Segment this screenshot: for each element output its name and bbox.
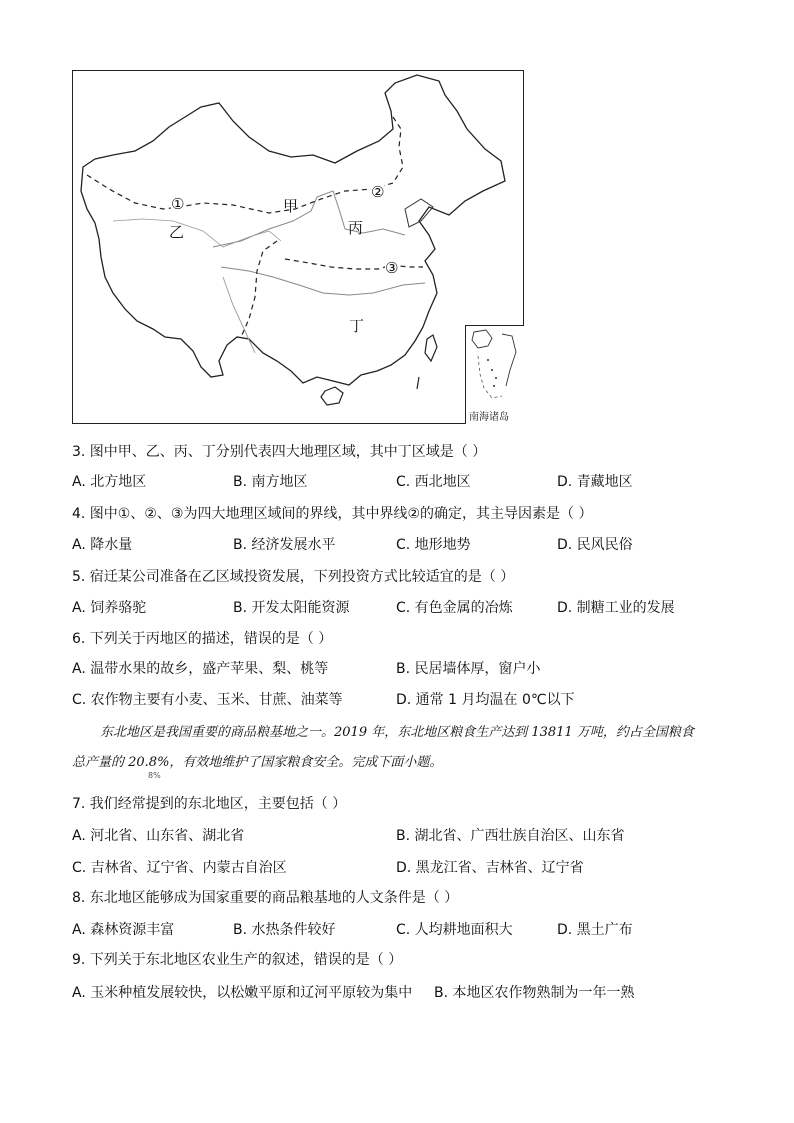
question-3-option-d[interactable]: D. 青藏地区 [557,474,633,490]
nine-dash-hint [417,377,419,389]
question-5-option-c[interactable]: C. 有色金属的冶炼 [396,600,513,616]
boundary-line-1 [87,117,403,213]
question-9-option-a[interactable]: A. 玉米种植发展较快，以松嫩平原和辽河平原较为集中 [72,985,413,1001]
question-4-option-c[interactable]: C. 地形地势 [396,537,471,553]
question-6-stem: 6. 下列关于丙地区的描述，错误的是（ ） [72,631,333,647]
question-9-option-b[interactable]: B. 本地区农作物熟制为一年一熟 [434,985,635,1001]
south-sea-inset-map [466,326,524,406]
question-8-option-b[interactable]: B. 水热条件较好 [233,922,336,938]
question-7-option-c[interactable]: C. 吉林省、辽宁省、内蒙古自治区 [72,860,287,876]
china-map-drawing [73,71,525,425]
question-4-option-b[interactable]: B. 经济发展水平 [233,537,336,553]
question-5-option-a[interactable]: A. 饲养骆驼 [72,600,147,616]
question-3-option-b[interactable]: B. 南方地区 [233,474,308,490]
question-3-option-a[interactable]: A. 北方地区 [72,474,147,490]
region-label-bing: 丙 [348,219,364,237]
south-sea-inset-label: 南海诸岛 [469,412,509,423]
question-4-stem: 4. 图中①、②、③为四大地理区域间的界线，其中界线②的确定，其主导因素是（ ） [72,506,593,522]
boundary-line-3 [285,259,423,269]
question-6-option-b[interactable]: B. 民居墙体厚，窗户小 [396,661,541,677]
question-5-option-b[interactable]: B. 开发太阳能资源 [233,600,350,616]
region-label-ding: 丁 [349,317,365,335]
question-7-stem: 7. 我们经常提到的东北地区，主要包括（ ） [72,796,347,812]
taiwan-island [425,335,437,361]
question-7-option-d[interactable]: D. 黑龙江省、吉林省、辽宁省 [396,860,584,876]
shandong-coast [405,199,433,227]
question-6-option-c[interactable]: C. 农作物主要有小麦、玉米、甘蔗、油菜等 [72,692,343,708]
south-sea-inset [465,325,524,424]
question-4-option-d[interactable]: D. 民风民俗 [557,537,633,553]
question-5-stem: 5. 宿迁某公司准备在乙区域投资发展，下列投资方式比较适宜的是（ ） [72,569,515,585]
passage-stray-mark: 8% [148,771,161,780]
question-8-stem: 8. 东北地区能够成为国家重要的商品粮基地的人文条件是（ ） [72,890,459,906]
passage-line-1: 东北地区是我国重要的商品粮基地之一。2019 年，东北地区粮食生产达到 13811 万吨，约占全国粮食 [100,725,694,740]
qingzang-boundary [113,219,281,247]
question-4-option-a[interactable]: A. 降水量 [72,537,133,553]
question-7-option-a[interactable]: A. 河北省、山东省、湖北省 [72,828,245,844]
hainan-island [321,387,343,405]
question-8-option-d[interactable]: D. 黑土广布 [557,922,633,938]
question-8-option-a[interactable]: A. 森林资源丰富 [72,922,175,938]
question-5-option-d[interactable]: D. 制糖工业的发展 [557,600,675,616]
passage-line-2: 总产量的 20.8%，有效地维护了国家粮食安全。完成下面小题。 [72,755,443,770]
boundary-line-2 [241,241,277,337]
boundary-mark-2: ② [371,183,385,201]
question-6-option-a[interactable]: A. 温带水果的故乡，盛产苹果、梨、桃等 [72,661,329,677]
question-3-stem: 3. 图中甲、乙、丙、丁分别代表四大地理区域，其中丁区域是（ ） [72,444,487,460]
question-3-option-c[interactable]: C. 西北地区 [396,474,471,490]
question-7-option-b[interactable]: B. 湖北省、广西壮族自治区、山东省 [396,828,625,844]
question-8-option-c[interactable]: C. 人均耕地面积大 [396,922,513,938]
question-9-stem: 9. 下列关于东北地区农业生产的叙述，错误的是（ ） [72,952,403,968]
boundary-mark-3: ③ [385,259,399,277]
boundary-mark-1: ① [171,195,185,213]
china-map [72,70,524,424]
region-label-yi: 乙 [169,223,185,241]
region-label-jia: 甲 [283,197,299,215]
china-outline [81,75,505,385]
question-6-option-d[interactable]: D. 通常 1 月均温在 0℃以下 [396,692,575,708]
